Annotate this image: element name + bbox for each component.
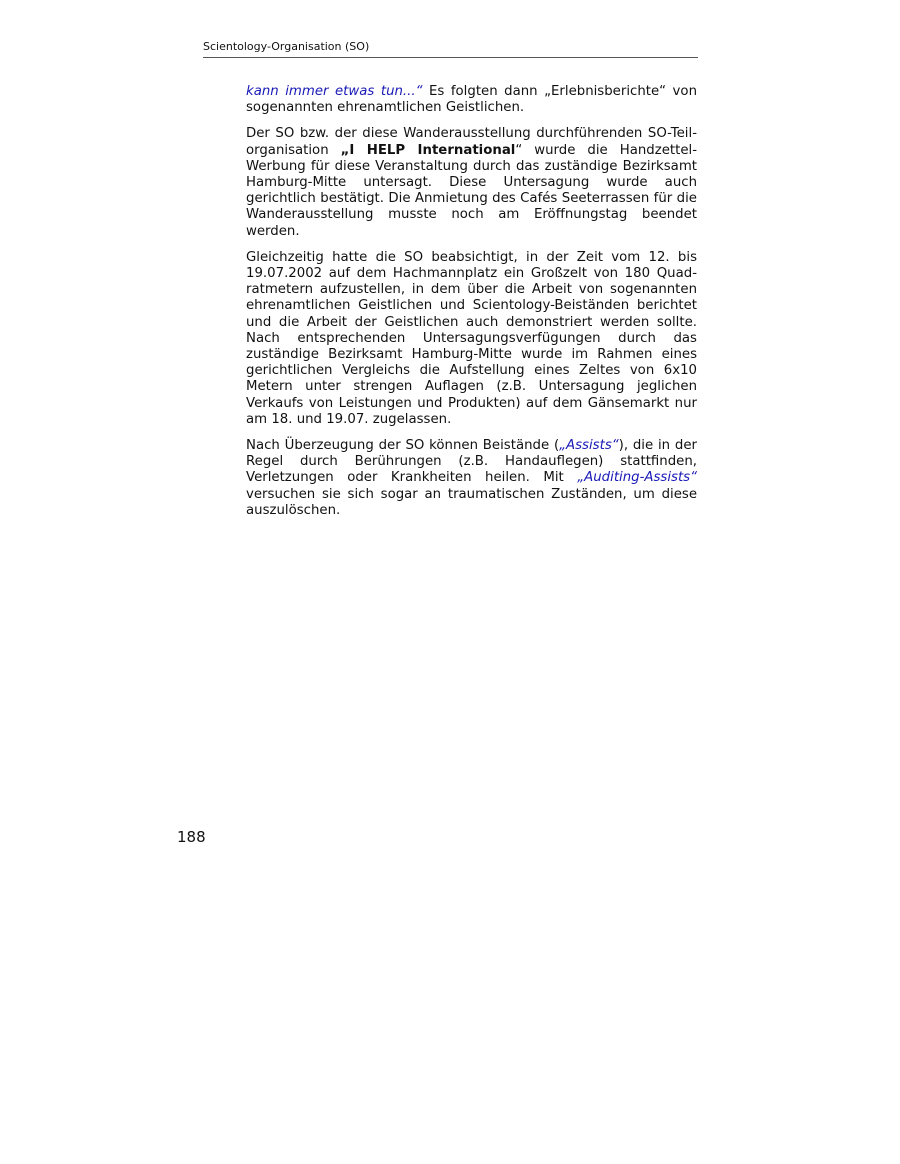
paragraph-1 xyxy=(246,84,697,116)
quote-assists: „Assists“ xyxy=(559,438,619,454)
paragraph-4-text-3: versuchen sie sich sogar an traumatischen Zuständen, um diese auszulöschen. xyxy=(246,486,697,518)
body-text xyxy=(246,84,697,529)
running-title: Scientology-Organisation (SO) xyxy=(203,40,370,53)
paragraph-4 xyxy=(246,438,697,519)
running-header xyxy=(203,40,698,58)
paragraph-2-after: “ wurde die Handzettel-Werbung für diese Veranstaltung durch das zuständige Bezirksamt Hamburg-Mitte untersagt. Diese Untersagung wurde auch gerichtlich bestätigt. Die Anmietung des Cafés Seeterrassen für die Wanderausstellung musste noch am Eröffnungstag beendet werden. xyxy=(246,142,697,239)
quote-auditing-assists: „Auditing-Assists“ xyxy=(577,470,697,486)
organisation-name: „I HELP International xyxy=(340,142,516,158)
page-number: 188 xyxy=(177,828,206,846)
paragraph-3-text: Gleichzeitig hatte die SO beabsichtigt, in der Zeit vom 12. bis 19.07.2002 auf dem Hachmannplatz ein Großzelt von 180 Quadratmetern aufzustellen, in dem über die Arbeit von sogenannten ehrenamtlichen Geistlichen und Scientology-Beiständen berichtet und die Arbeit der Geistlichen auch demonstriert werden sollte. Nach entsprechenden Untersagungsverfügungen durch das zuständige Bezirksamt Hamburg-Mitte wurde im Rahmen eines gerichtlichen Vergleichs die Aufstellung eines Zeltes von 6x10 Metern unter strengen Auflagen (z.B. Untersagung jeglichen Verkaufs von Leistungen und Produkten) auf dem Gänsemarkt nur am 18. und 19.07. zugelassen. xyxy=(246,249,697,427)
paragraph-4-text-1: Nach Überzeugung der SO können Beistände ( xyxy=(246,438,560,454)
paragraph-4-text-2: ), die in der Regel durch Berührungen (z.B. Handauflegen) stattfinden, Verletzungen oder Krankheiten heilen. Mit xyxy=(246,438,697,486)
quote-fragment: kann immer etwas tun...“ xyxy=(246,84,423,99)
paragraph-3 xyxy=(246,250,697,428)
paragraph-1-text: Es folgten dann „Erlebnisberichte“ von sogenannten ehrenamtlichen Geistlichen. xyxy=(246,84,697,116)
paragraph-2-before: Der SO bzw. der diese Wanderausstellung durchführenden SO-Teilorganisation xyxy=(246,126,697,158)
paragraph-2 xyxy=(246,126,697,239)
